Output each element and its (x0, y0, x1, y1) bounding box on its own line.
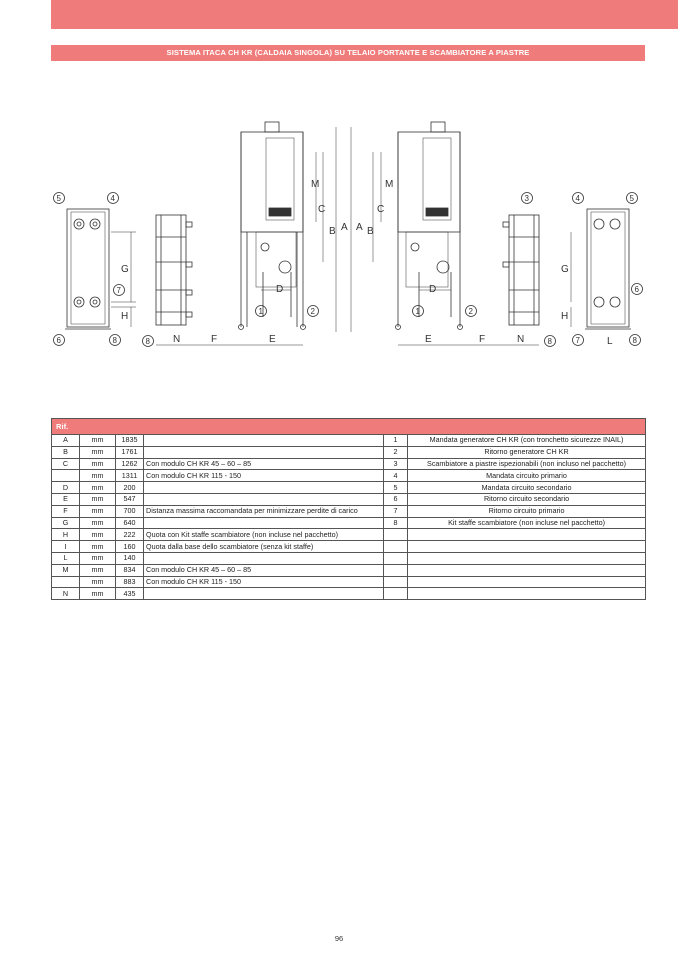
dim-A2: A (356, 222, 363, 233)
dim-E2: E (425, 334, 432, 345)
cell-ref (52, 576, 80, 588)
cell-note: Con modulo CH KR 115 - 150 (144, 576, 384, 588)
section-title: SISTEMA ITACA CH KR (CALDAIA SINGOLA) SU TELAIO PORTANTE E SCAMBIATORE A PIASTRE (51, 45, 645, 61)
cell-value: 883 (116, 576, 144, 588)
cell-ref: I (52, 541, 80, 553)
cell-unit: mm (80, 446, 116, 458)
cell-unit: mm (80, 552, 116, 564)
cell-unit: mm (80, 493, 116, 505)
table-row (52, 588, 646, 600)
cell-desc (408, 529, 646, 541)
cell-note: Con modulo CH KR 45 – 60 – 85 (144, 564, 384, 576)
svg-text:8: 8 (145, 337, 150, 346)
svg-text:7: 7 (116, 286, 121, 295)
cell-value: 200 (116, 482, 144, 494)
cell-desc (408, 541, 646, 553)
table-row (52, 458, 646, 470)
cell-value: 1835 (116, 435, 144, 447)
cell-ref: M (52, 564, 80, 576)
dim-B: B (329, 226, 336, 237)
reference-table (51, 418, 646, 600)
table-row (52, 505, 646, 517)
dim-M2: M (385, 179, 394, 190)
cell-desc (408, 552, 646, 564)
cell-num: 5 (384, 482, 408, 494)
right-exchanger-front (585, 209, 631, 329)
cell-note: Quota con Kit staffe scambiatore (non incluse nel pacchetto) (144, 529, 384, 541)
dim-N: N (173, 334, 181, 345)
right-exchanger-side (503, 215, 539, 325)
cell-num (384, 552, 408, 564)
cell-unit: mm (80, 529, 116, 541)
table-header: Rif. (52, 419, 646, 435)
cell-desc (408, 564, 646, 576)
svg-text:7: 7 (575, 336, 580, 345)
cell-ref: F (52, 505, 80, 517)
table-body (52, 435, 646, 600)
cell-note: Con modulo CH KR 45 – 60 – 85 (144, 458, 384, 470)
technical-drawing (51, 112, 645, 357)
cell-num: 4 (384, 470, 408, 482)
cell-note: Distanza massima raccomandata per minimizzare perdite di carico (144, 505, 384, 517)
dim-D2: D (429, 284, 437, 295)
table-row (52, 482, 646, 494)
svg-text:1: 1 (258, 307, 263, 316)
dim-B2: B (367, 226, 374, 237)
svg-text:2: 2 (310, 307, 315, 316)
top-color-band (51, 0, 678, 29)
svg-text:6: 6 (634, 285, 639, 294)
cell-ref: D (52, 482, 80, 494)
table-row (52, 564, 646, 576)
cell-num: 7 (384, 505, 408, 517)
cell-unit: mm (80, 588, 116, 600)
cell-note (144, 493, 384, 505)
table-row (52, 576, 646, 588)
dim-N2: N (517, 334, 525, 345)
cell-num: 1 (384, 435, 408, 447)
table-row (52, 541, 646, 553)
left-exchanger-side (156, 215, 192, 325)
cell-ref: E (52, 493, 80, 505)
dim-G2: G (561, 264, 569, 275)
cell-num (384, 541, 408, 553)
table-row (52, 552, 646, 564)
cell-num: 6 (384, 493, 408, 505)
cell-unit: mm (80, 517, 116, 529)
svg-text:4: 4 (575, 194, 580, 203)
cell-note (144, 435, 384, 447)
dim-G: G (121, 264, 129, 275)
cell-value: 547 (116, 493, 144, 505)
dim-M: M (311, 179, 320, 190)
cell-desc: Ritorno generatore CH KR (408, 446, 646, 458)
cell-desc: Ritorno circuito secondario (408, 493, 646, 505)
dim-D: D (276, 284, 284, 295)
cell-note: Con modulo CH KR 115 - 150 (144, 470, 384, 482)
cell-num (384, 576, 408, 588)
left-exchanger-front (65, 209, 111, 329)
svg-text:5: 5 (629, 194, 634, 203)
table-row (52, 529, 646, 541)
cell-unit: mm (80, 564, 116, 576)
cell-note: Quota dalla base dello scambiatore (senza kit staffe) (144, 541, 384, 553)
svg-text:6: 6 (56, 336, 61, 345)
svg-text:8: 8 (547, 337, 552, 346)
cell-ref: N (52, 588, 80, 600)
cell-note (144, 482, 384, 494)
cell-unit: mm (80, 435, 116, 447)
dim-C: C (318, 204, 326, 215)
cell-desc: Mandata generatore CH KR (con tronchetto sicurezze INAIL) (408, 435, 646, 447)
svg-text:5: 5 (56, 194, 61, 203)
cell-desc (408, 588, 646, 600)
cell-value: 1262 (116, 458, 144, 470)
cell-desc: Mandata circuito secondario (408, 482, 646, 494)
cell-num (384, 529, 408, 541)
cell-ref: B (52, 446, 80, 458)
table-row (52, 446, 646, 458)
cell-value: 140 (116, 552, 144, 564)
table-row (52, 470, 646, 482)
cell-value: 1761 (116, 446, 144, 458)
svg-text:4: 4 (110, 194, 115, 203)
dim-C2: C (377, 204, 385, 215)
cell-unit: mm (80, 541, 116, 553)
cell-ref (52, 470, 80, 482)
page-number: 96 (334, 934, 344, 943)
cell-num (384, 564, 408, 576)
cell-value: 435 (116, 588, 144, 600)
cell-note (144, 446, 384, 458)
svg-text:1: 1 (415, 307, 420, 316)
cell-ref: G (52, 517, 80, 529)
dim-H: H (121, 311, 129, 322)
right-boiler-unit (396, 122, 463, 330)
cell-unit: mm (80, 576, 116, 588)
callouts (54, 193, 643, 347)
cell-num (384, 588, 408, 600)
dim-L: L (607, 336, 613, 347)
cell-num: 2 (384, 446, 408, 458)
cell-desc (408, 576, 646, 588)
cell-unit: mm (80, 458, 116, 470)
cell-value: 1311 (116, 470, 144, 482)
cell-num: 3 (384, 458, 408, 470)
svg-text:8: 8 (112, 336, 117, 345)
cell-ref: A (52, 435, 80, 447)
svg-text:2: 2 (468, 307, 473, 316)
cell-desc: Scambiatore a piastre ispezionabili (non incluso nel pacchetto) (408, 458, 646, 470)
left-boiler-unit (239, 122, 306, 330)
cell-note (144, 552, 384, 564)
cell-note (144, 588, 384, 600)
cell-desc: Kit staffe scambiatore (non incluse nel pacchetto) (408, 517, 646, 529)
cell-ref: H (52, 529, 80, 541)
dim-F: F (211, 334, 218, 345)
table-row (52, 493, 646, 505)
dim-E: E (269, 334, 276, 345)
cell-ref: L (52, 552, 80, 564)
cell-ref: C (52, 458, 80, 470)
dim-F2: F (479, 334, 486, 345)
cell-value: 834 (116, 564, 144, 576)
cell-value: 222 (116, 529, 144, 541)
table-row (52, 517, 646, 529)
cell-value: 640 (116, 517, 144, 529)
cell-note (144, 517, 384, 529)
cell-desc: Mandata circuito primario (408, 470, 646, 482)
table-row (52, 435, 646, 447)
cell-value: 160 (116, 541, 144, 553)
cell-unit: mm (80, 482, 116, 494)
svg-text:3: 3 (524, 194, 529, 203)
svg-text:8: 8 (632, 336, 637, 345)
dim-A: A (341, 222, 348, 233)
cell-value: 700 (116, 505, 144, 517)
cell-unit: mm (80, 470, 116, 482)
cell-unit: mm (80, 505, 116, 517)
cell-desc: Ritorno circuito primario (408, 505, 646, 517)
dim-H2: H (561, 311, 569, 322)
cell-num: 8 (384, 517, 408, 529)
table-header-row (52, 419, 646, 435)
